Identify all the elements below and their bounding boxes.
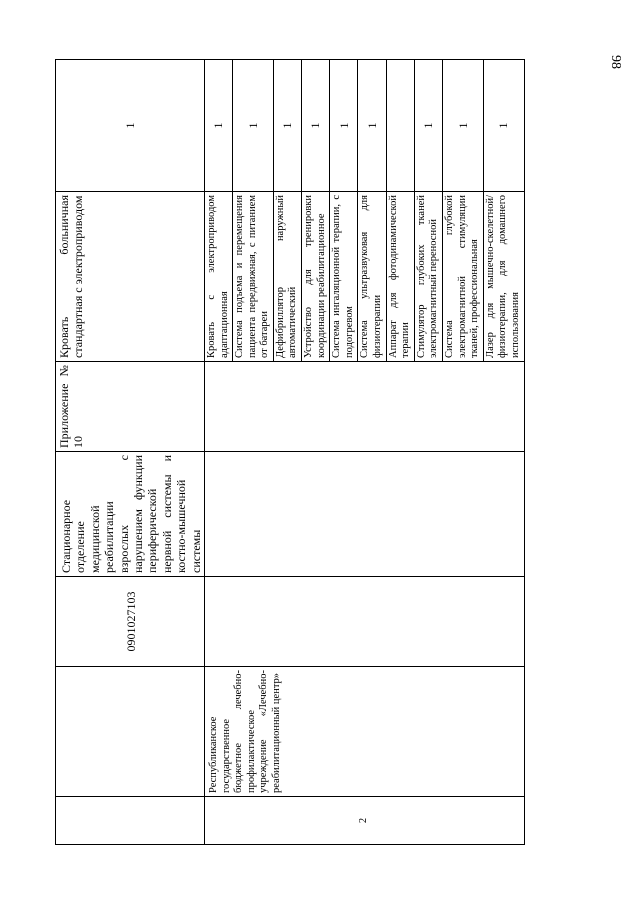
standard-item-cell: Кровать больничная стандартная с электроприводом [56,192,205,362]
item-name: Система ультразвуковая для физиотерапии [358,192,386,362]
item-qty [386,60,414,192]
department-cell-continued [204,452,524,577]
item-qty: 1 [414,60,442,192]
equipment-table [55,59,525,845]
department-cell: Стационарное отделение медицинской реабилитации взрослых с нарушением функции периферической нервной системы и костно-мышечной системы [56,452,205,577]
item-qty: 1 [483,60,524,192]
item-qty: 1 [273,60,301,192]
code-cell-continued [204,577,524,667]
code-cell: 0901027103 [56,577,205,667]
item-qty: 1 [302,60,330,192]
item-name: Система ингаляционной терапии, с подогревом [330,192,358,362]
table-row [204,60,232,845]
item-name: Устройство для тренировки координации реабилитационное [302,192,330,362]
item-qty: 1 [233,60,274,192]
item-name: Кровать с электроприводом адаптационная [204,192,232,362]
item-qty: 1 [358,60,386,192]
standard-qty-cell: 1 [56,60,205,192]
institution-cell-empty [56,667,205,797]
item-qty: 1 [204,60,232,192]
page-number: 98 [608,55,623,69]
row-number-cell: 2 [204,797,524,845]
item-name: Система глубокой электромагнитной стимуляции тканей, профессиональная [443,192,484,362]
item-name: Система подъема и перемещения пациента передвижная, с питанием от батареи [233,192,274,362]
appendix-cell: Приложение № 10 [56,362,205,452]
equipment-table-wrapper [55,60,555,845]
item-name: Лазер для мышечно-скелетной/физиотерапии, для домашнего использования [483,192,524,362]
item-qty: 1 [330,60,358,192]
item-name: Стимулятор глубоких тканей электромагнитный переносной [414,192,442,362]
table-row [56,60,205,845]
row-number-cell-empty [56,797,205,845]
item-name: Дефибриллятор наружный автоматический [273,192,301,362]
item-name: Аппарат для фотодинамической терапии [386,192,414,362]
institution-cell: Республиканское государственное бюджетное лечебно-профилактическое учреждение «Лечебно-реабилитационный центр» [204,667,524,797]
item-qty: 1 [443,60,484,192]
appendix-cell-continued [204,362,524,452]
